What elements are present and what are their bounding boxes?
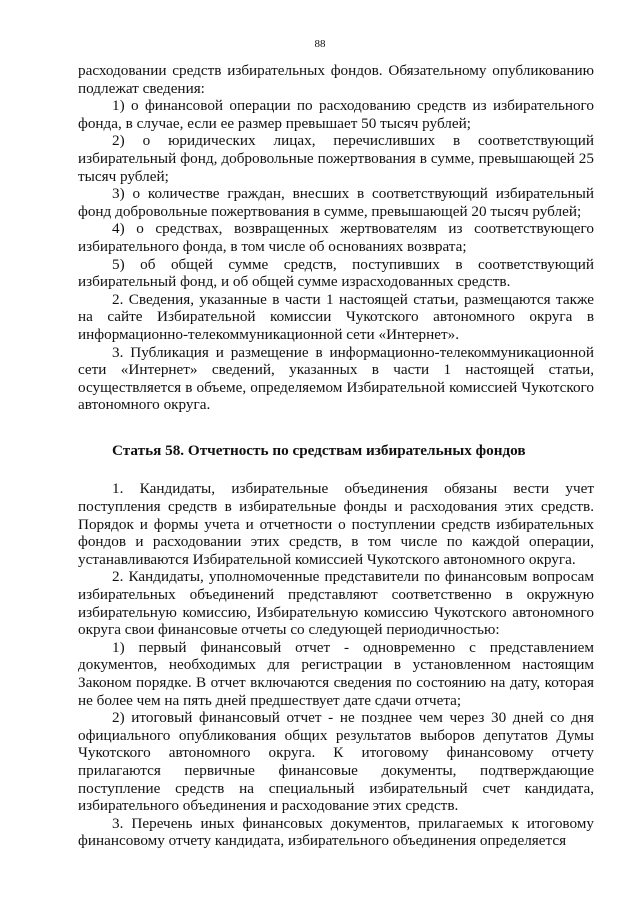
article-subitem-1: 1) первый финансовый отчет - одновременно с представлением документов, необходимых для регистрации в установленном настоящим Законом порядке. В отчет включаются сведения по состоянию на дату, которая не более чем на пять дней предшествует дате сдачи отчета;: [78, 638, 594, 709]
article-heading: Статья 58. Отчетность по средствам избирательных фондов: [112, 441, 526, 459]
list-item-5: 5) об общей сумме средств, поступивших в соответствующий избирательный фонд, и об общей сумме израсходованных средств.: [78, 255, 594, 291]
article-clause-3: 3. Перечень иных финансовых документов, прилагаемых к итоговому финансовому отчету кандидата, избирательного объединения определяется: [78, 814, 594, 850]
article-clause-1: 1. Кандидаты, избирательные объединения обязаны вести учет поступления средств в избирательные фонды и расходования этих средств. Порядок и формы учета и отчетности о поступлении средств избирательных фондов и расходовании этих средств, в том числе по каждой операции, устанавливаются Избирательной комиссией Чукотского автономного округа.: [78, 480, 594, 568]
page-content: [78, 62, 594, 850]
page-number: 88: [314, 38, 326, 50]
clause-2: 2. Сведения, указанные в части 1 настоящей статьи, размещаются также на сайте Избирательной комиссии Чукотского автономного округа в информационно-телекоммуникационной сети «Интернет».: [78, 290, 594, 343]
list-item-4: 4) о средствах, возвращенных жертвователям из соответствующего избирательного фонда, в том числе об основаниях возврата;: [78, 220, 594, 255]
article-clause-2: 2. Кандидаты, уполномоченные представители по финансовым вопросам избирательных объединений представляют соответственно в окружную избирательную комиссию, Избирательную комиссию Чукотского автономного округа свои финансовые отчеты со следующей периодичностью:: [78, 568, 594, 639]
clause-3: 3. Публикация и размещение в информационно-телекоммуникационной сети «Интернет» сведений, указанных в части 1 настоящей статьи, осуществляется в объеме, определяемом Избирательной комиссией Чукотского автономного округа.: [78, 343, 594, 414]
article-subitem-2: 2) итоговый финансовый отчет - не позднее чем через 30 дней со дня официального опубликования общих результатов выборов депутатов Думы Чукотского автономного округа. К итоговому финансовому отчету прилагаются первичные финансовые документы, подтверждающие поступление средств на специальный избирательный счет кандидата, избирательного объединения и расходование этих средств.: [78, 709, 594, 815]
list-item-2: 2) о юридических лицах, перечисливших в соответствующий избирательный фонд, добровольные пожертвования в сумме, превышающей 25 тысяч рублей;: [78, 132, 594, 185]
list-item-1: 1) о финансовой операции по расходованию средств из избирательного фонда, в случае, если ее размер превышает 50 тысяч рублей;: [78, 97, 594, 132]
paragraph-continuation: расходовании средств избирательных фондов. Обязательному опубликованию подлежат сведения:: [78, 62, 594, 97]
list-item-3: 3) о количестве граждан, внесших в соответствующий избирательный фонд добровольные пожертвования в сумме, превышающей 20 тысяч рублей;: [78, 185, 594, 220]
